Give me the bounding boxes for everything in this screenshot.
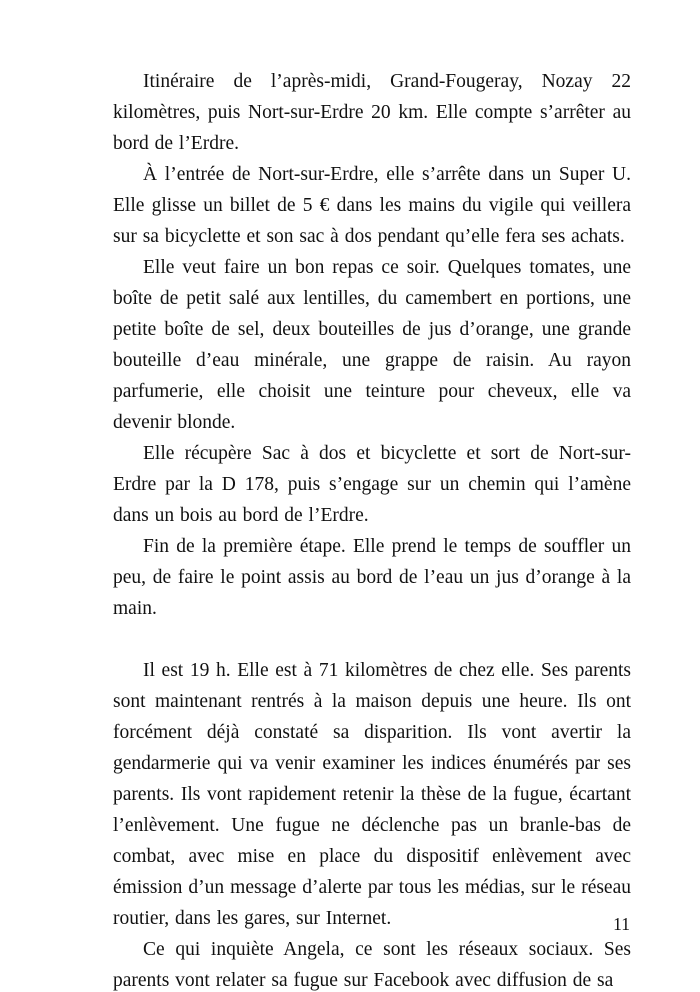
paragraph-parents: Il est 19 h. Elle est à 71 kilomètres de chez elle. Ses parents sont maintenant rentrés à la maison depuis une heure. Ils ont forcément déjà constaté sa disparition. Ils vont avertir la gendarmerie qui va venir examiner les indices énumérés par ses parents. Ils vont rapidement retenir la thèse de la fugue, écartant l’enlèvement. Une fugue ne déclenche pas un branle-bas de combat, avec mise en place du dispositif enlèvement avec émission d’un message d’alerte par tous les médias, sur le réseau routier, dans les gares, sur Internet. [113,660,631,929]
section-break [113,624,631,655]
paragraph-d178: Elle récupère Sac à dos et bicyclette et sort de Nort-sur-Erdre par la D 178, puis s’engage sur un chemin qui l’amène dans un bois au bord de l’Erdre. [113,443,631,526]
paragraph-shopping: Elle veut faire un bon repas ce soir. Quelques tomates, une boîte de petit salé aux lentilles, du camembert en portions, une petite boîte de sel, deux bouteilles de jus d’orange, une grande bouteille d’eau minérale, une grappe de raisin. Au rayon parfumerie, elle choisit une teinture pour cheveux, elle va devenir blonde. [113,257,631,433]
body-text [113,66,631,992]
page-number: 11 [613,914,630,934]
paragraph-itinerary: Itinéraire de l’après-midi, Grand-Fougeray, Nozay 22 kilomètres, puis Nort-sur-Erdre 20 km. Elle compte s’arrêter au bord de l’Erdre. [113,71,631,154]
paragraph-social-networks: Ce qui inquiète Angela, ce sont les réseaux sociaux. Ses parents vont relater sa fugue sur Facebook avec diffusion de sa [113,939,631,991]
paragraph-first-stage: Fin de la première étape. Elle prend le temps de souffler un peu, de faire le point assis au bord de l’eau un jus d’orange à la main. [113,536,631,619]
paragraph-super-u: À l’entrée de Nort-sur-Erdre, elle s’arrête dans un Super U. Elle glisse un billet de 5 € dans les mains du vigile qui veillera sur sa bicyclette et son sac à dos pendant qu’elle fera ses achats. [113,164,631,247]
